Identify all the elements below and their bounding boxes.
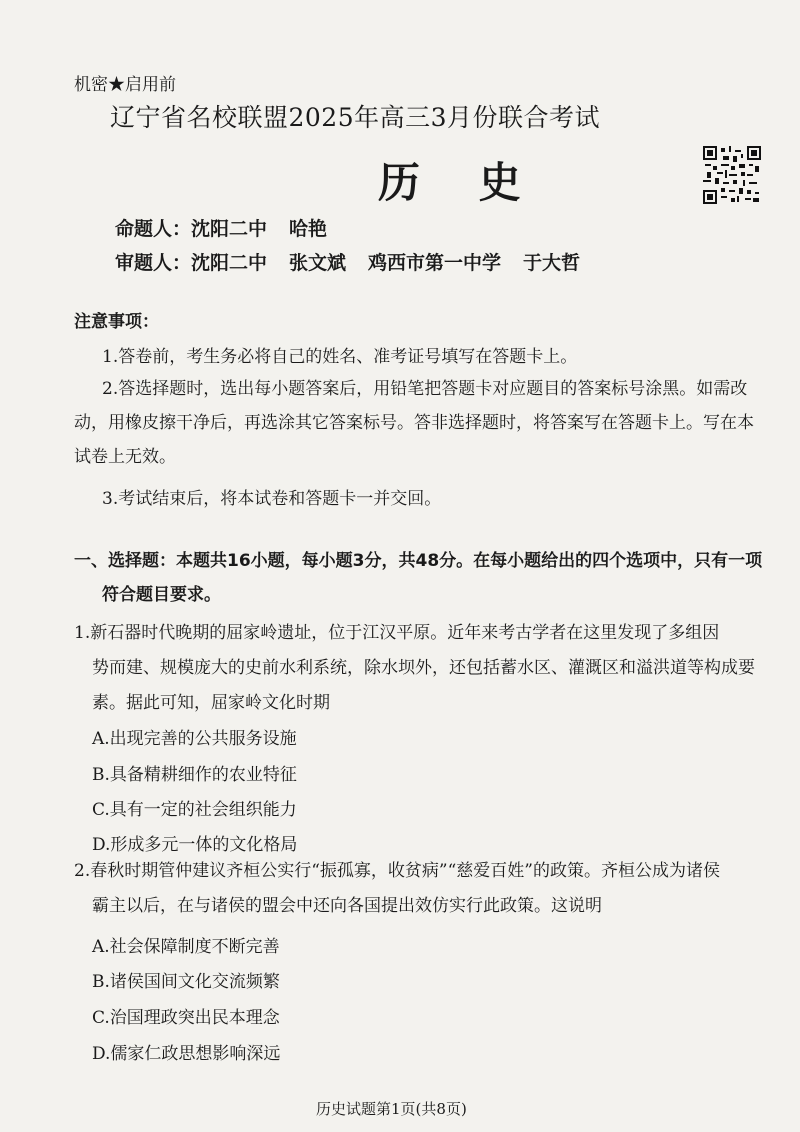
question-1-option-c: C.具有一定的社会组织能力	[92, 800, 297, 820]
question-1-option-b: B.具备精耕细作的农业特征	[92, 765, 297, 785]
notice-item-3: 3.考试结束后，将本试卷和答题卡一并交回。	[102, 489, 442, 509]
setter-line	[115, 214, 327, 241]
question-2-option-c: C.治国理政突出民本理念	[92, 1008, 280, 1028]
question-1-option-a: A.出现完善的公共服务设施	[92, 729, 297, 749]
question-2-option-b: B.诸侯国间文化交流频繁	[92, 972, 280, 992]
qr-code-icon	[703, 146, 761, 204]
question-2-stem	[74, 854, 764, 924]
exam-title: 辽宁省名校联盟2025年高三3月份联合考试	[110, 103, 601, 132]
question-1-stem-line-3: 素。据此可知，屈家岭文化时期	[92, 693, 330, 713]
reviewer-name-1: 张文斌	[289, 252, 347, 274]
question-1-option-d: D.形成多元一体的文化格局	[92, 835, 298, 855]
setter-name: 哈艳	[289, 218, 328, 240]
question-2-option-a: A.社会保障制度不断完善	[92, 937, 280, 957]
question-1-stem-line-2: 势而建、规模庞大的史前水利系统，除水坝外，还包括蓄水区、灌溉区和溢洪道等构成要	[92, 658, 755, 678]
question-2-stem-line-2: 霸主以后，在与诸侯的盟会中还向各国提出效仿实行此政策。这说明	[92, 896, 602, 916]
reviewer-school-2: 鸡西市第一中学	[368, 252, 502, 274]
question-2-option-d: D.儒家仁政思想影响深远	[92, 1044, 281, 1064]
question-1-stem	[74, 616, 764, 721]
reviewer-line	[115, 248, 580, 275]
section-heading	[74, 544, 764, 612]
setter-label: 命题人：沈阳二中	[115, 218, 268, 240]
question-2-stem-line-1: 2.春秋时期管仲建议齐桓公实行“振孤寡，收贫病”“慈爱百姓”的政策。齐桓公成为诸侯	[74, 861, 720, 881]
section-heading-line-1: 一、选择题：本题共16小题，每小题3分，共48分。在每小题给出的四个选项中，只有一项	[74, 551, 763, 571]
notice-item-1: 1.答卷前，考生务必将自己的姓名、准考证号填写在答题卡上。	[102, 347, 578, 367]
confidential-label: 机密★启用前	[74, 75, 176, 95]
subject-title: 历 史	[378, 158, 543, 207]
reviewer-label: 审题人：沈阳二中	[115, 252, 268, 274]
notice-heading: 注意事项：	[74, 312, 159, 332]
question-1-stem-line-1: 1.新石器时代晚期的屈家岭遗址，位于江汉平原。近年来考古学者在这里发现了多组因	[74, 623, 720, 643]
section-heading-line-2: 符合题目要求。	[102, 585, 221, 605]
notice-item-2: 2.答选择题时，选出每小题答案后，用铅笔把答题卡对应题目的答案标号涂黑。如需改动，用橡皮擦干净后，再选涂其它答案标号。答非选择题时，将答案写在答题卡上。写在本试卷上无效。	[74, 379, 754, 467]
reviewer-name-2: 于大哲	[523, 252, 581, 274]
page-footer: 历史试题第1页(共8页)	[316, 1100, 467, 1118]
